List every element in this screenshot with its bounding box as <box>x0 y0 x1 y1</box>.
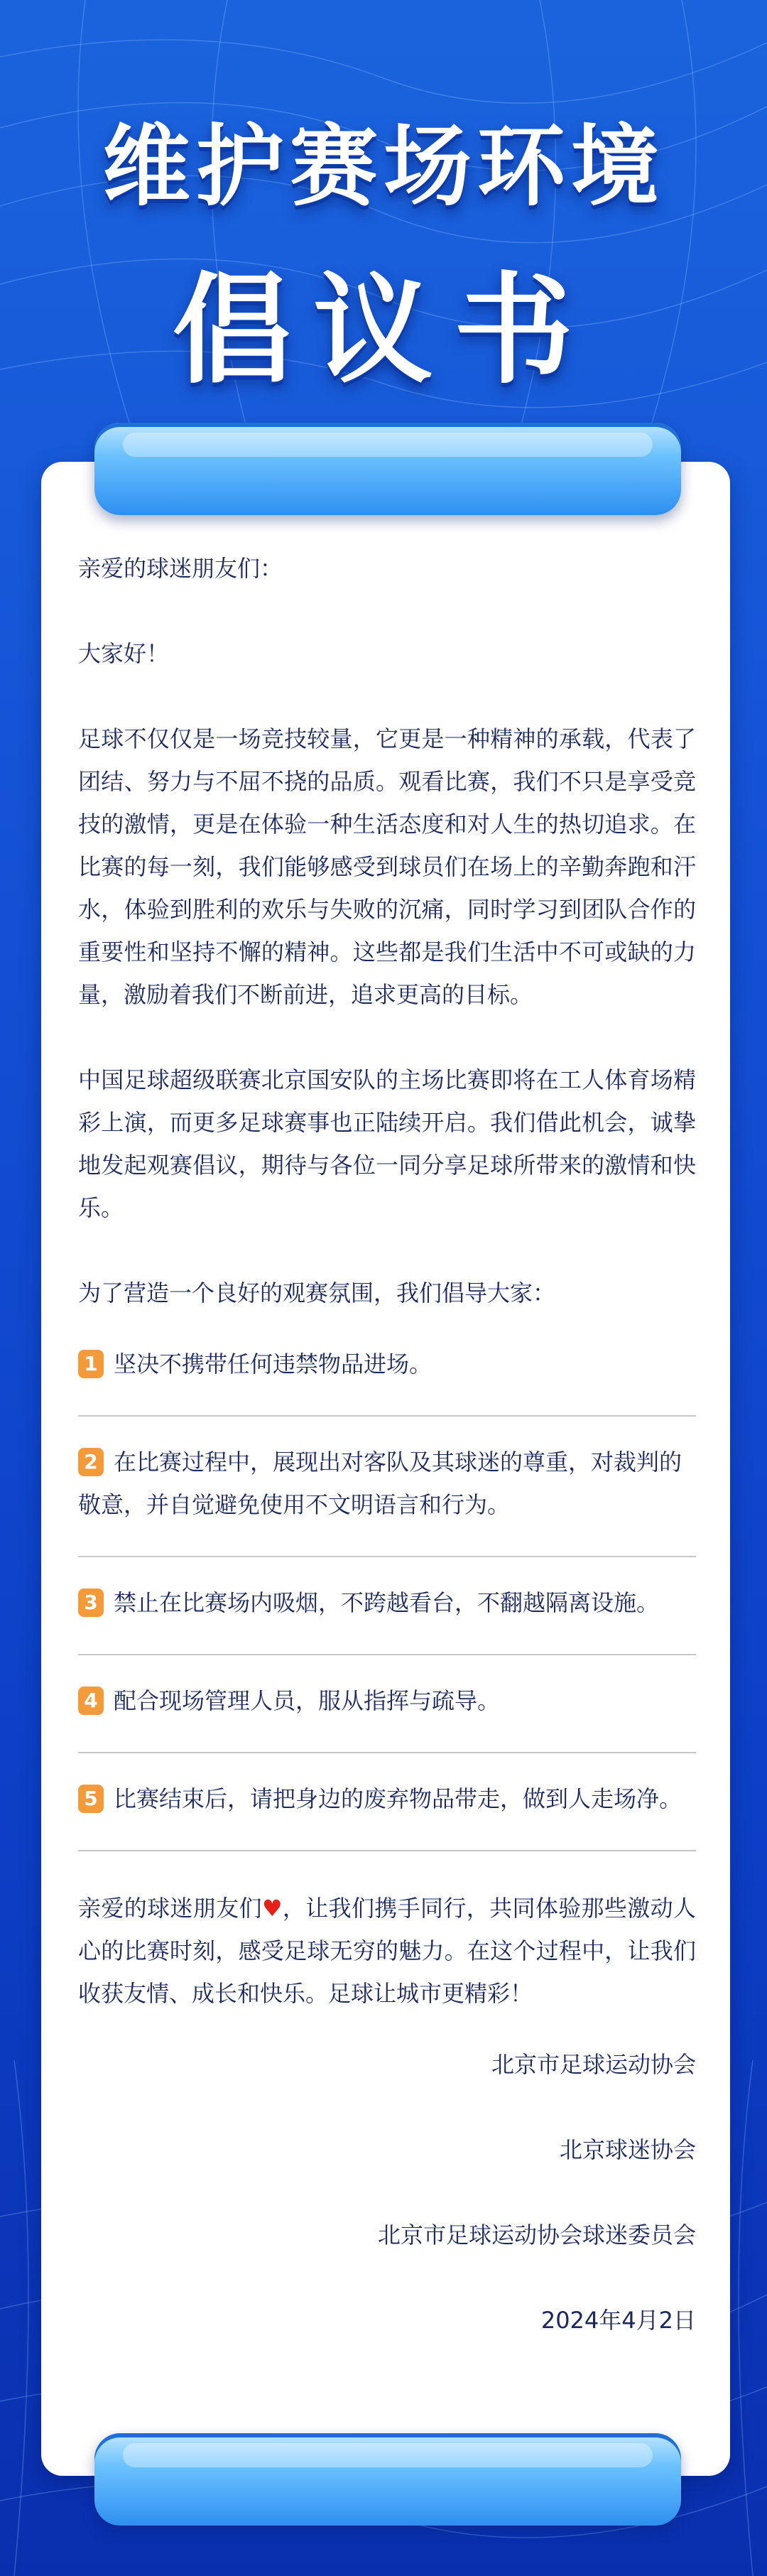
initiative-item-1 <box>78 1334 696 1417</box>
top-scroll-cap <box>94 423 681 515</box>
initiative-intro: 为了营造一个良好的观赛氛围，我们倡导大家： <box>78 1279 556 1306</box>
greeting: 大家好！ <box>78 640 170 667</box>
initiative-text: 坚决不携带任何违禁物品进场。 <box>114 1351 433 1378</box>
initiative-item-4 <box>78 1671 696 1753</box>
heart-icon: ♥ <box>261 1895 283 1922</box>
closing-end: ，让我们携手同行，共同体验那些激动人心的比赛时刻，感受足球无穷的魅力。在这个过程中，让我们收获友情、成长和快乐。足球让城市更精彩！ <box>78 1895 696 2007</box>
paragraph-2: 中国足球超级联赛北京国安队的主场比赛即将在工人体育场精彩上演，而更多足球赛事也正陆续开启。我们借此机会，诚挚地发起观赛倡议，期待与各位一同分享足球所带来的激情和快乐。 <box>78 1066 696 1221</box>
initiative-text: 在比赛过程中，展现出对客队及其球迷的尊重，对裁判的敬意，并自觉避免使用不文明语言和行为。 <box>78 1449 682 1518</box>
initiative-item-2 <box>78 1432 696 1557</box>
bottom-scroll-cap <box>94 2433 681 2526</box>
initiative-text: 配合现场管理人员，服从指挥与疏导。 <box>114 1687 501 1714</box>
signature-3: 北京市足球运动协会球迷委员会 <box>377 2221 696 2248</box>
number-badge: 2 <box>78 1448 104 1476</box>
page-subtitle: 倡议书 <box>173 261 594 400</box>
letter-content <box>78 547 696 2384</box>
number-badge: 1 <box>78 1350 104 1378</box>
signature-1: 北京市足球运动协会 <box>491 2051 696 2078</box>
signature-2: 北京球迷协会 <box>559 2136 696 2163</box>
date: 2024年4月2日 <box>540 2307 696 2334</box>
closing-paragraph <box>78 1887 696 2015</box>
paragraph-1: 足球不仅仅是一场竞技较量，它更是一种精神的承载，代表了团结、努力与不屈不挠的品质。观看比赛，我们不只是享受竞技的激情，更是在体验一种生活态度和对人生的热切追求。在比赛的每一刻，我们能够感受到球员们在场上的辛勤奔跑和汗水，体验到胜利的欢乐与失败的沉痛，同时学习到团队合作的重要性和坚持不懈的精神。这些都是我们生活中不可或缺的力量，激励着我们不断前进，追求更高的目标。 <box>78 725 696 1008</box>
page-title: 维护赛场环境 <box>102 116 665 218</box>
initiative-item-3 <box>78 1573 696 1655</box>
salutation: 亲爱的球迷朋友们： <box>78 555 283 582</box>
number-badge: 3 <box>78 1589 104 1617</box>
initiative-text: 比赛结束后，请把身边的废弃物品带走，做到人走场净。 <box>114 1785 682 1812</box>
initiative-text: 禁止在比赛场内吸烟，不跨越看台，不翻越隔离设施。 <box>114 1589 660 1616</box>
number-badge: 4 <box>78 1687 104 1715</box>
initiative-item-5 <box>78 1769 696 1851</box>
number-badge: 5 <box>78 1785 104 1813</box>
closing-start: 亲爱的球迷朋友们 <box>78 1895 262 1922</box>
